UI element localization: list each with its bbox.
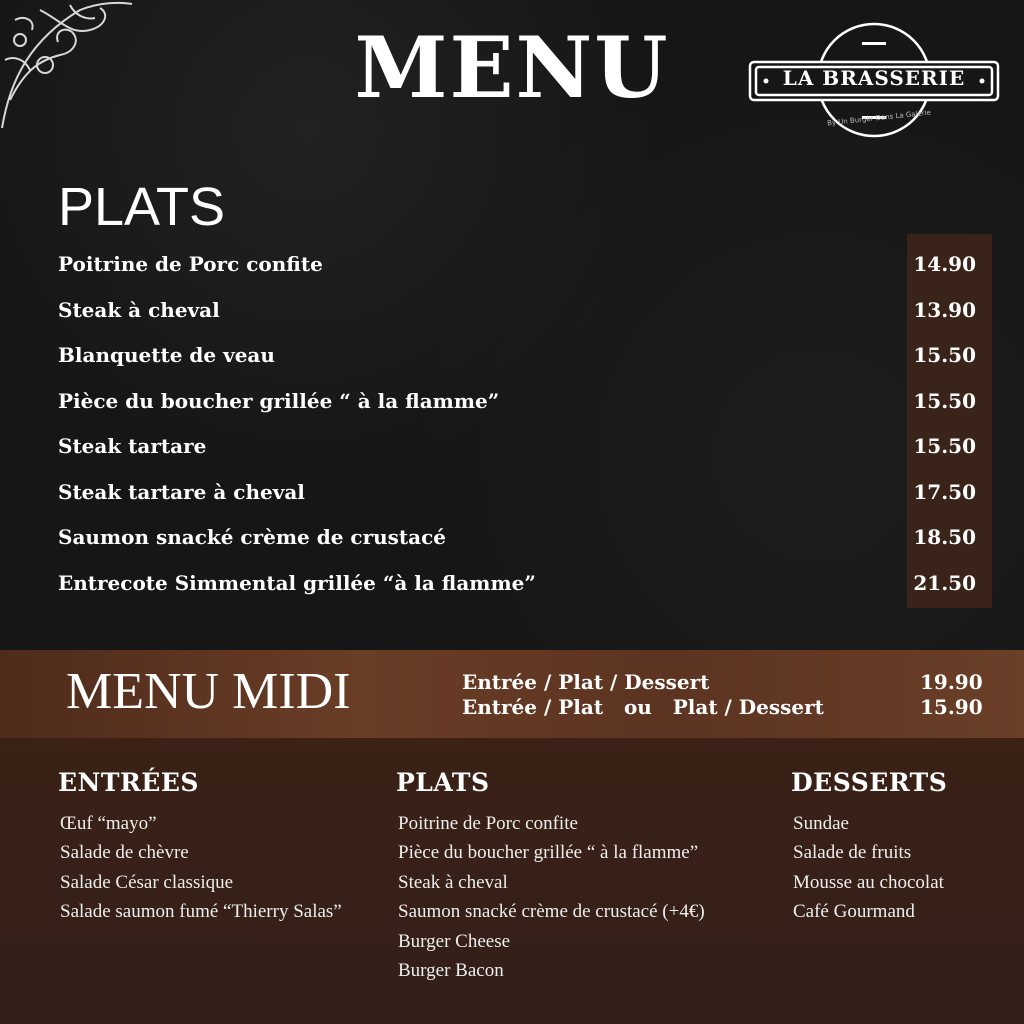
- logo-tagline: By Un Burger Dans La Galerie: [826, 108, 932, 128]
- dish-name: Steak tartare: [58, 434, 207, 458]
- dish-name: Blanquette de veau: [58, 343, 275, 367]
- list-item: Saumon snacké crème de crustacé (+4€): [398, 901, 705, 923]
- list-item: Salade saumon fumé “Thierry Salas”: [60, 901, 342, 923]
- desserts-title: DESSERTS: [791, 768, 948, 797]
- list-item: Salade César classique: [60, 871, 234, 893]
- entrees-title: ENTRÉES: [58, 768, 199, 797]
- dish-row: [58, 432, 988, 478]
- formula-price: 19.90: [920, 670, 983, 694]
- dish-name: Entrecote Simmental grillée “à la flamme”: [58, 570, 536, 595]
- list-item: Salade de fruits: [793, 842, 912, 864]
- dish-price: 13.90: [913, 297, 976, 322]
- plats-midi-column: [396, 768, 705, 985]
- list-item: Burger Cheese: [398, 930, 511, 952]
- plats-midi-title: PLATS: [396, 768, 490, 797]
- list-item: Sundae: [793, 813, 849, 834]
- dish-row: [58, 250, 988, 296]
- dish-price: 15.50: [913, 434, 976, 458]
- dish-name: Poitrine de Porc confite: [58, 252, 323, 276]
- logo-name: LA BRASSERIE: [782, 66, 966, 90]
- plats-list: [58, 250, 988, 614]
- dish-price: 15.50: [913, 343, 976, 367]
- list-item: Steak à cheval: [398, 871, 508, 893]
- dish-row: [58, 569, 988, 615]
- dish-name: Pièce du boucher grillée “ à la flamme”: [58, 388, 500, 413]
- list-item: Burger Bacon: [398, 959, 504, 981]
- formula-label: Entrée / Plat ou Plat / Dessert: [462, 695, 824, 719]
- dish-price: 14.90: [913, 252, 976, 276]
- menu-midi-title: MENU MIDI: [66, 663, 351, 720]
- dish-price: 15.50: [913, 388, 976, 413]
- formula-price: 15.90: [920, 695, 983, 719]
- dish-row: [58, 387, 988, 433]
- list-item: Café Gourmand: [793, 901, 915, 923]
- list-item: Mousse au chocolat: [793, 871, 944, 893]
- dish-name: Saumon snacké crème de crustacé: [58, 525, 447, 549]
- list-item: Pièce du boucher grillée “ à la flamme”: [398, 842, 699, 864]
- dish-price: 21.50: [913, 570, 976, 595]
- page-title: MENU: [354, 18, 670, 117]
- list-item: Poitrine de Porc confite: [398, 813, 578, 834]
- dish-row: [58, 341, 988, 387]
- dish-price: 18.50: [913, 525, 976, 549]
- formula-label: Entrée / Plat / Dessert: [462, 670, 710, 694]
- entrees-column: [58, 768, 342, 927]
- dish-row: [58, 296, 988, 342]
- dish-price: 17.50: [913, 479, 976, 504]
- list-item: Salade de chèvre: [60, 842, 189, 864]
- list-item: Œuf “mayo”: [60, 813, 157, 834]
- plats-section-title: PLATS: [58, 177, 226, 237]
- dish-row: [58, 523, 988, 569]
- desserts-column: [791, 768, 947, 927]
- dish-row: [58, 478, 988, 524]
- dish-name: Steak tartare à cheval: [58, 479, 305, 504]
- dish-name: Steak à cheval: [58, 297, 220, 322]
